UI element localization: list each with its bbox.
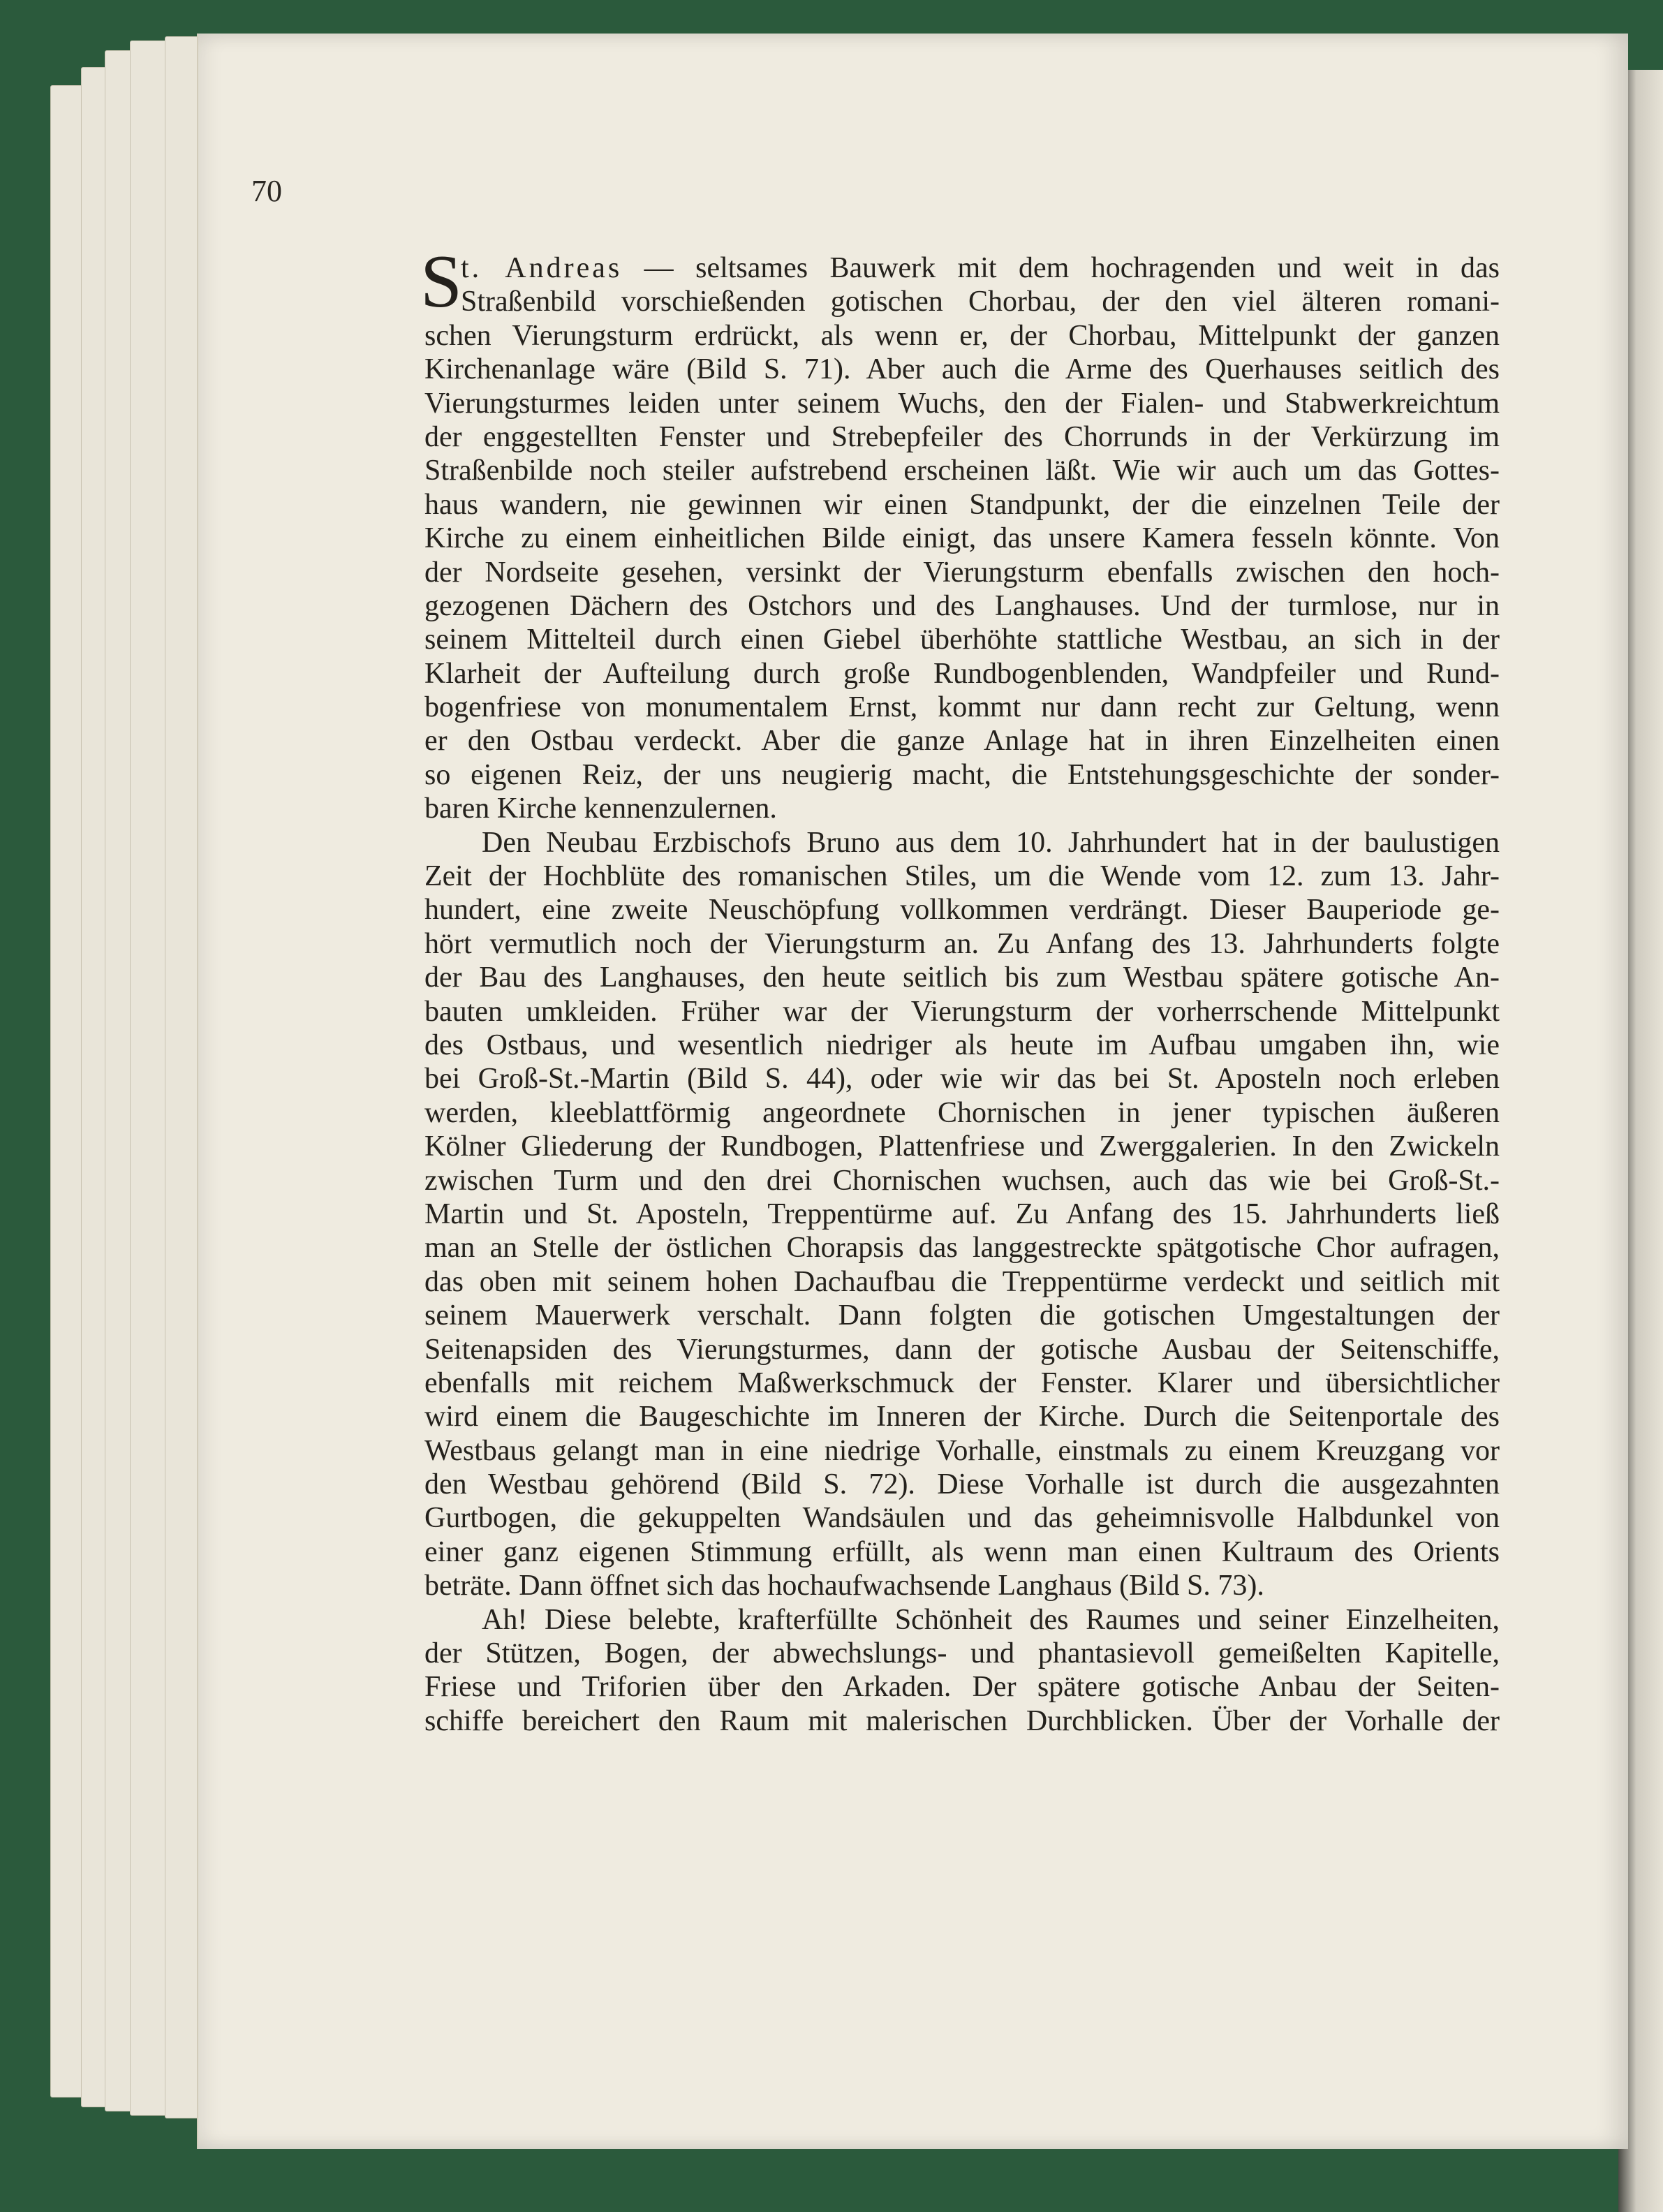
- paragraph-line: Kirche zu einem einheitlichen Bilde einigt, das unsere Kamera fesseln könnte. Von: [424, 522, 1500, 555]
- paragraph-line: ebenfalls mit reichem Maßwerkschmuck der Fenster. Klarer und übersichtlicher: [424, 1366, 1500, 1399]
- paragraph-line: bauten umkleiden. Früher war der Vierungsturm der vorherrschende Mittelpunkt: [424, 995, 1500, 1028]
- lead-words: t. Andreas: [461, 252, 623, 284]
- paragraph-line: seinem Mauerwerk verschalt. Dann folgten die gotischen Umgestaltungen der: [424, 1299, 1500, 1332]
- paragraph-line: zwischen Turm und den drei Chornischen wuchsen, auch das wie bei Groß-St.-: [424, 1164, 1500, 1197]
- paragraph-line: schen Vierungsturm erdrückt, als wenn er, der Chorbau, Mittelpunkt der ganzen: [424, 319, 1500, 352]
- paragraph-line: hundert, eine zweite Neuschöpfung vollkommen verdrängt. Dieser Bauperiode ge-: [424, 894, 1500, 927]
- paragraph-line: Straßenbilde noch steiler aufstrebend erscheinen läßt. Wie wir auch um das Gottes-: [424, 455, 1500, 487]
- line-text: — seltsames Bauwerk mit dem hochragenden und weit in das: [622, 252, 1500, 284]
- paragraph-line: Seitenapsiden des Vierungsturmes, dann der gotische Ausbau der Seitenschiffe,: [424, 1333, 1500, 1366]
- paragraph-line: Kölner Gliederung der Rundbogen, Plattenfriese und Zwerggalerien. In den Zwickeln: [424, 1130, 1500, 1163]
- paragraph-line: man an Stelle der östlichen Chorapsis das langgestreckte spätgotische Chor aufragen,: [424, 1232, 1500, 1264]
- paragraph-line: Westbaus gelangt man in eine niedrige Vorhalle, einstmals zu einem Kreuzgang vor: [424, 1434, 1500, 1467]
- paragraph-line: baren Kirche kennenzulernen.: [424, 792, 777, 825]
- paragraph-line: wird einem die Baugeschichte im Inneren der Kirche. Durch die Seitenportale des: [424, 1401, 1500, 1433]
- paragraph-line: bogenfriese von monumentalem Ernst, kommt nur dann recht zur Geltung, wenn: [424, 691, 1500, 724]
- paragraph-line: Zeit der Hochblüte des romanischen Stiles, um die Wende vom 12. zum 13. Jahr-: [424, 860, 1500, 893]
- paragraph-line: Den Neubau Erzbischofs Bruno aus dem 10. Jahrhundert hat in der baulustigen: [482, 826, 1500, 859]
- paragraph-line: Ah! Diese belebte, krafterfüllte Schönheit des Raumes und seiner Einzelheiten,: [482, 1603, 1500, 1636]
- paragraph-line: der Nordseite gesehen, versinkt der Vierungsturm ebenfalls zwischen den hoch-: [424, 556, 1500, 589]
- paragraph-line: seinem Mittelteil durch einen Giebel überhöhte stattliche Westbau, an sich in der: [424, 624, 1500, 656]
- paragraph-line: gezogenen Dächern des Ostchors und des Langhauses. Und der turmlose, nur in: [424, 589, 1500, 622]
- paragraph-line: der enggestellten Fenster und Strebepfeiler des Chorrunds in der Verkürzung im: [424, 420, 1500, 453]
- paragraph-line: er den Ostbau verdeckt. Aber die ganze Anlage hat in ihren Einzelheiten einen: [424, 725, 1500, 758]
- paragraph-line: bei Groß-St.-Martin (Bild S. 44), oder wie wir das bei St. Aposteln noch erleben: [424, 1063, 1500, 1096]
- body-text: [420, 240, 1500, 1738]
- paragraph-line: der Stützen, Bogen, der abwechslungs- und phantasievoll gemeißelten Kapitelle,: [424, 1637, 1500, 1670]
- paragraph-line: Gurtbogen, die gekuppelten Wandsäulen und das geheimnisvolle Halbdunkel von: [424, 1502, 1500, 1535]
- paragraph-line: der Bau des Langhauses, den heute seitlich bis zum Westbau spätere gotische An-: [424, 961, 1500, 994]
- paragraph-line: haus wandern, nie gewinnen wir einen Standpunkt, der die einzelnen Teile der: [424, 488, 1500, 521]
- paragraph-line: Klarheit der Aufteilung durch große Rundbogenblenden, Wandpfeiler und Rund-: [424, 657, 1500, 690]
- paragraph-line: einer ganz eigenen Stimmung erfüllt, als wenn man einen Kultraum des Orients: [424, 1535, 1500, 1568]
- paragraph-line: Martin und St. Aposteln, Treppentürme auf. Zu Anfang des 15. Jahrhunderts ließ: [424, 1197, 1500, 1230]
- drop-cap: S: [420, 240, 463, 323]
- paragraph-line: des Ostbaus, und wesentlich niedriger als heute im Aufbau umgaben ihn, wie: [424, 1028, 1500, 1061]
- paragraph-line: Straßenbild vorschießenden gotischen Chorbau, der den viel älteren romani-: [461, 286, 1500, 318]
- paragraph-line: Kirchenanlage wäre (Bild S. 71). Aber auch die Arme des Querhauses seitlich des: [424, 353, 1500, 386]
- paragraph-line: werden, kleeblattförmig angeordnete Chornischen in jener typischen äußeren: [424, 1096, 1500, 1129]
- paragraph-line: so eigenen Reiz, der uns neugierig macht, die Entstehungsgeschichte der sonder-: [424, 758, 1500, 791]
- paragraph-line: das oben mit seinem hohen Dachaufbau die Treppentürme verdeckt und seitlich mit: [424, 1265, 1500, 1298]
- paragraph-line: beträte. Dann öffnet sich das hochaufwachsende Langhaus (Bild S. 73).: [424, 1570, 1264, 1602]
- paragraph-line: Vierungsturmes leiden unter seinem Wuchs, den der Fialen- und Stabwerkreichtum: [424, 387, 1500, 420]
- page-number: 70: [251, 174, 282, 208]
- paragraph-line: schiffe bereichert den Raum mit malerischen Durchblicken. Über der Vorhalle der: [424, 1704, 1500, 1737]
- paragraph-line: hört vermutlich noch der Vierungsturm an. Zu Anfang des 13. Jahrhunderts folgte: [424, 927, 1500, 960]
- paragraph-line: den Westbau gehörend (Bild S. 72). Diese Vorhalle ist durch die ausgezahnten: [424, 1468, 1500, 1501]
- paragraph-line: Friese und Triforien über den Arkaden. Der spätere gotische Anbau der Seiten-: [424, 1671, 1500, 1704]
